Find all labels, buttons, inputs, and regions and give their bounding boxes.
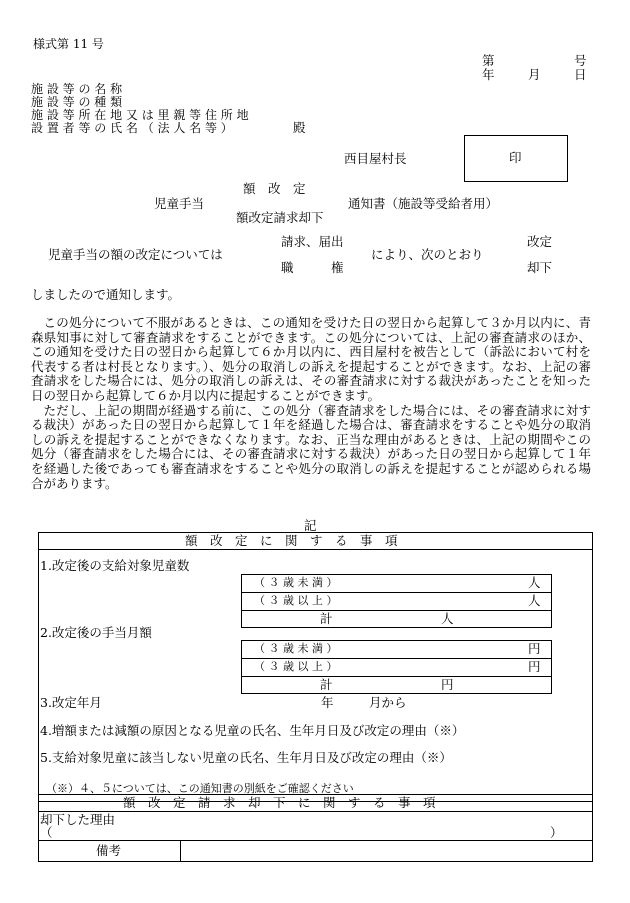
revision-date-year: 年 — [321, 695, 334, 710]
attachment-note: （※）４、５については、この通知書の別紙をご確認ください — [46, 782, 354, 795]
doc-number-go: 号 — [574, 53, 587, 68]
monthly-amount-label: 2.改定後の手当月額 — [40, 625, 152, 640]
divider — [180, 840, 181, 862]
recipient-facility-address: 施 設 等 所 在 地 又 は 里 親 等 住 所 地 — [31, 108, 249, 122]
amount-total-unit: 円 — [441, 677, 454, 692]
divider — [241, 658, 552, 659]
appeal-text — [31, 316, 591, 491]
recipient-founder-name: 設 置 者 等 の 氏 名 （ 法 人 名 等 ） — [31, 121, 233, 135]
notice-tail: しましたので通知します。 — [31, 287, 181, 302]
divider — [241, 610, 552, 611]
children-under3-label: （ ３ 歳 未 満 ） — [254, 576, 338, 589]
recipient-facility-name: 施 設 等 の 名 称 — [31, 82, 123, 96]
remarks-label: 備考 — [96, 843, 122, 858]
amount-under3-label: （ ３ 歳 未 満 ） — [254, 642, 338, 655]
amount-under3-unit: 円 — [528, 641, 541, 656]
result-rejection: 却下 — [527, 260, 553, 275]
appeal-paragraph-2: ただし、上記の期間が経過する前に、この処分（審査請求をした場合には、その審査請求に対する裁決）があった日の翌日から起算して１年を経過した場合は、審査請求をすることや処分の取消しの訴えを提起することができなくなります。なお、正当な理由があるときは、上記の期間やこの処分（審査請求をした場合には、その審査請求に対する裁決）があった日の翌日から起算して１年を経過した後であっても審査請求をすることや処分の取消しの訴えを提起することが認められる場合があります。 — [31, 402, 591, 491]
divider — [38, 811, 593, 812]
amount-over3-unit: 円 — [528, 659, 541, 674]
divider — [38, 549, 593, 550]
notice-lead: 児童手当の額の改定については — [48, 247, 223, 262]
rejection-reason-open-paren: （ — [40, 825, 53, 840]
reason-request: 請求、届出 — [281, 234, 344, 249]
form-number: 様式第 11 号 — [33, 37, 104, 51]
children-under3-unit: 人 — [528, 575, 541, 590]
amount-total-label: 計 — [320, 677, 333, 692]
reason-ex-officio: 職 権 — [281, 260, 344, 275]
revision-date-label: 3.改定年月 — [40, 695, 102, 710]
divider — [241, 676, 552, 677]
children-count-label: 1.改定後の支給対象児童数 — [40, 558, 190, 573]
doc-number-dai: 第 — [482, 53, 495, 68]
title-prefix: 児童手当 — [154, 196, 205, 211]
increase-decrease-reason-label: 4.増額または減額の原因となる児童の氏名、生年月日及び改定の理由（※） — [40, 723, 465, 738]
title-option-rejection: 額改定請求却下 — [236, 210, 324, 225]
doc-date-month: 月 — [528, 67, 541, 82]
notice-middle: により、次のとおり — [371, 247, 484, 262]
children-over3-label: （ ３ 歳 以 上 ） — [254, 594, 338, 607]
issuer-name: 西目屋村長 — [344, 151, 407, 166]
children-total-label: 計 — [320, 611, 333, 626]
revision-date-month: 月から — [369, 695, 407, 710]
result-revision: 改定 — [527, 234, 553, 249]
ineligible-children-label: 5.支給対象児童に該当しない児童の氏名、生年月日及び改定の理由（※） — [40, 750, 452, 765]
recipient-honorific: 殿 — [293, 120, 306, 135]
rejection-section-header: 額 改 定 請 求 却 下 に 関 す る 事 項 — [123, 795, 436, 810]
doc-date-day: 日 — [574, 67, 587, 82]
children-over3-unit: 人 — [528, 593, 541, 608]
seal-mark: 印 — [509, 150, 522, 165]
revision-section-header: 額 改 定 に 関 す る 事 項 — [185, 533, 398, 548]
ki-heading: 記 — [304, 518, 317, 533]
amount-over3-label: （ ３ 歳 以 上 ） — [254, 660, 338, 673]
recipient-facility-type: 施 設 等 の 種 類 — [31, 95, 123, 109]
remarks-row — [38, 840, 593, 862]
title-suffix: 通知書（施設等受給者用） — [348, 196, 499, 211]
rejection-reason-label: 却下した理由 — [40, 812, 116, 827]
children-total-unit: 人 — [441, 611, 454, 626]
rejection-reason-close-paren: ） — [550, 825, 563, 840]
divider — [241, 592, 552, 593]
appeal-paragraph-1: この処分について不服があるときは、この通知を受けた日の翌日から起算して３か月以内に、青森県知事に対して審査請求をすることができます。この処分については、上記の審査請求のほか、この通知を受けた日の翌日から起算して６か月以内に、西目屋村を被告として（訴訟において村を代表する者は村長となります。）、処分の取消しの訴えを提起することができます。なお、上記の審査請求をした場合には、処分の取消しの訴えは、その審査請求に対する裁決があったことを知った日の翌日から起算して６か月以内に提起することができます。 — [31, 315, 591, 403]
title-option-revision: 額 改 定 — [243, 181, 306, 196]
doc-date-year: 年 — [482, 67, 495, 82]
